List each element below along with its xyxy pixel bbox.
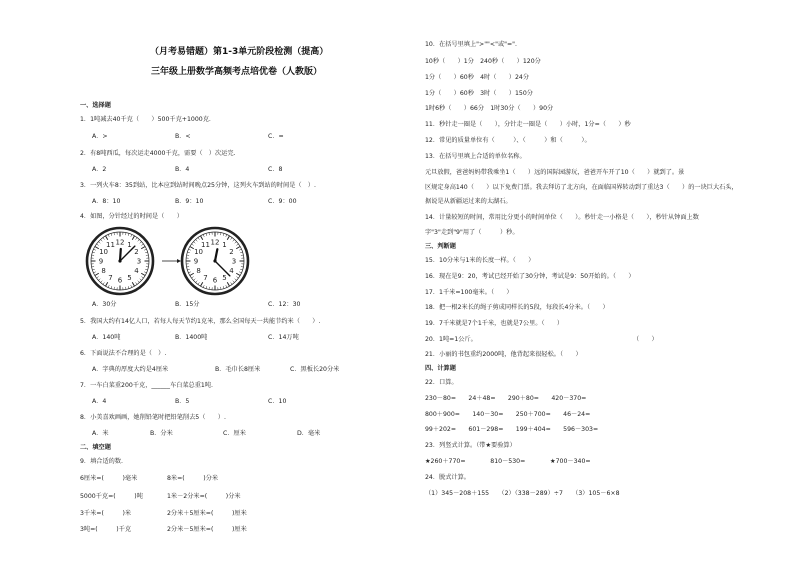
clock-number: 1 — [127, 241, 132, 250]
compare-3: 1分（ ）60秒 3时（ ）150分 — [425, 90, 533, 97]
q1-option-c: C．= — [268, 133, 284, 140]
judge-16: 16．现在是9：20，考试已经开始了30分钟，考试是9：50开始的。（ ） — [425, 273, 635, 280]
compare-1: 10秒（ ）1分 240秒（ ）120分 — [425, 58, 541, 65]
page-title-line-1: （月考易错题）第1-3单元阶段检测（提高） — [150, 47, 329, 57]
question-12: 12．常见的质量单位有（ ）、（ ）和（ ）。 — [425, 137, 591, 144]
q7-option-c: C．10 — [268, 398, 287, 405]
clock-number: 7 — [108, 273, 113, 282]
section-fill: 二、填空题 — [80, 444, 111, 451]
judge-18: 18．把一根2米长的绳子剪成同样长的5段，每段长4分米。（ ） — [425, 304, 609, 311]
clock-center — [213, 259, 216, 262]
q7-option-b: B．5 — [175, 398, 190, 405]
fill-1a: 6厘米=( )毫米 — [80, 475, 138, 482]
hour-hand — [120, 249, 121, 261]
q3-option-a: A．8：10 — [92, 198, 121, 205]
compare-4: 1时6秒（ ）66分 1时30分（ ）90分 — [425, 105, 554, 112]
question-10: 10．在括号里填上">""<"或"=". — [425, 41, 517, 48]
clock-number: 8 — [196, 267, 201, 275]
question-3: 3．一列火车8：35到站，比本应到站时间晚点25分钟，这列火车到站的时间是（ ）. — [80, 182, 316, 189]
q4-option-b: B．15分 — [175, 301, 200, 308]
judge-20-bracket: （ ） — [633, 336, 658, 343]
clock-number: 5 — [222, 273, 227, 282]
mental-row-3: 99＋202= 601－298= 199＋404= 596－303= — [425, 426, 599, 433]
judge-20: 20．1吨=1公斤。 — [425, 336, 477, 343]
q6-option-c: C．黑板长20分米 — [290, 366, 340, 373]
clock-number: 7 — [203, 273, 208, 282]
mental-row-2: 800＋900= 140－30= 250＋700= 46－24= — [425, 411, 591, 418]
clock-number: 10 — [99, 248, 109, 256]
question-24: 24．脱式计算。 — [425, 474, 470, 481]
q4-option-c: C．12：30 — [268, 301, 301, 308]
q6-option-b: B．毛巾长8厘米 — [215, 366, 261, 373]
mental-row-1: 230－80= 24＋48= 290＋80= 420－370= — [425, 395, 587, 402]
section-judge: 三、判断题 — [425, 243, 456, 250]
section-choice: 一、选择题 — [80, 102, 111, 109]
q1-option-b: B．< — [175, 133, 191, 140]
clock-left — [87, 228, 153, 294]
question-9: 9．填合适的数. — [80, 458, 124, 465]
question-7: 7．一车白菜重200千克，______车白菜总重1吨. — [80, 382, 214, 389]
q2-option-c: C．8 — [268, 166, 283, 173]
q3-option-b: B．9：10 — [175, 198, 204, 205]
fill-4b: 2分米－5厘米=( )厘米 — [167, 526, 247, 533]
question-13-line-3: 据说是从新疆运过来的太湖石。 — [425, 198, 512, 205]
judge-15: 15．10分米与1米的长度一样。（ ） — [425, 257, 535, 264]
q6-option-a: A．字典的厚度大约是4厘米 — [92, 366, 169, 373]
q8-option-c: C．厘米 — [223, 430, 246, 437]
question-13-line-1: 元旦放假，爸爸妈妈带我乘坐1（ ）远的国际园游玩，爸爸开车开了10（ ）就到了。景 — [425, 169, 685, 176]
fill-4a: 3吨=( )千克 — [80, 526, 132, 533]
judge-17: 17．1千米=100毫米。（ ） — [425, 289, 513, 296]
step-calc-row: （1）345－208＋155 （2）（338－289）÷7 （3）105－6×8 — [425, 490, 620, 497]
q2-option-b: B．4 — [175, 166, 190, 173]
q2-option-a: A．2 — [92, 166, 107, 173]
clock-number: 11 — [106, 241, 115, 250]
clock-number: 12 — [210, 238, 220, 247]
q5-option-b: B．1400吨 — [175, 334, 208, 341]
fill-1b: 8米=( )分米 — [167, 475, 219, 482]
q4-option-a: A．30分 — [92, 301, 117, 308]
clock-number: 9 — [193, 257, 199, 266]
question-4: 4．如图，分针经过的时间是（ ） — [80, 213, 183, 220]
clock-number: 12 — [115, 238, 125, 247]
clock-number: 5 — [127, 273, 132, 282]
q8-option-d: D．毫米 — [297, 430, 321, 437]
fill-3b: 2分米＋5厘米=( )厘米 — [167, 510, 247, 517]
clock-number: 2 — [134, 248, 139, 256]
vertical-calc-row: ★260＋770= 810－530= ★700－340= — [425, 458, 591, 465]
question-13-line-2: 区规定身高140（ ）以下免费门票。我去拜访了北方向，在面临国界转动到了重达3（ ）的一块巨大石头， — [425, 184, 738, 191]
question-14-line-2: 字"3"走到"9"用了（ ）秒。 — [425, 229, 519, 236]
clock-right — [182, 228, 248, 294]
clock-number: 10 — [194, 248, 204, 256]
clock-number: 6 — [117, 276, 123, 285]
question-5: 5．我国大约有14亿人口，若每人每天节约1克米，那么全国每天一共能节约米（ ）. — [80, 318, 321, 325]
section-calc: 四、计算题 — [425, 365, 456, 372]
judge-19: 19．7千米就是7个1千米，也就是7公里。（ ） — [425, 320, 564, 327]
q8-option-a: A．米 — [92, 430, 109, 437]
clock-number: 8 — [101, 267, 106, 275]
question-11: 11．秒针走一圈是（ ），分针走一圈是（ ）小时，1分=（ ）秒 — [425, 121, 631, 128]
q1-option-a: A．> — [92, 133, 108, 140]
clock-center — [118, 259, 121, 262]
clock-number: 3 — [231, 257, 237, 266]
clock-number: 1 — [222, 241, 227, 250]
q5-option-c: C．14万吨 — [268, 334, 299, 341]
clock-number: 4 — [229, 267, 234, 275]
clock-number: 9 — [98, 257, 104, 266]
clock-number: 11 — [201, 241, 210, 250]
question-6: 6．下面说法不合理的是（ ）. — [80, 350, 167, 357]
clock-number: 4 — [134, 267, 139, 275]
question-13: 13．在括号里填上合适的单位名称。 — [425, 153, 526, 160]
page-title-line-2: 三年级上册数学高频考点培优卷（人教版） — [151, 67, 323, 77]
q7-option-a: A．4 — [92, 398, 107, 405]
clock-figure — [80, 226, 340, 296]
fill-3a: 3千米=( )米 — [80, 510, 132, 517]
question-8: 8．小美喜欢画画，她削铅笔时把铅笔削去5（ ）. — [80, 414, 226, 421]
q8-option-b: B．分米 — [150, 430, 173, 437]
compare-2: 1分（ ）60秒 4时（ ）24分 — [425, 74, 530, 81]
question-22: 22．口算。 — [425, 379, 458, 386]
question-1: 1．1吨减去40千克（ ）500千克+1000克. — [80, 116, 211, 123]
q3-option-c: C．9：00 — [268, 198, 297, 205]
question-14-line-1: 14．计量较短的时间，常用比分更小的时间单位（ ）。秒针走一小格是（ ），秒针从钟面上数 — [425, 214, 699, 221]
arrow-icon — [162, 259, 181, 263]
fill-2b: 1米－2分米=( )分米 — [167, 493, 241, 500]
judge-21: 21．小丽的书包重约2000吨，他背起来很轻松。（ ） — [425, 351, 582, 358]
clock-number: 3 — [136, 257, 142, 266]
question-2: 2．有8吨西瓜，每次运走4000千克，需要（ ）次运完. — [80, 150, 236, 157]
q5-option-a: A．140吨 — [92, 334, 121, 341]
fill-2a: 5000千克=( )吨 — [80, 493, 143, 500]
clock-number: 6 — [212, 276, 218, 285]
clock-number: 2 — [229, 248, 234, 256]
question-23: 23．列竖式计算。（带★要验算） — [425, 442, 516, 449]
